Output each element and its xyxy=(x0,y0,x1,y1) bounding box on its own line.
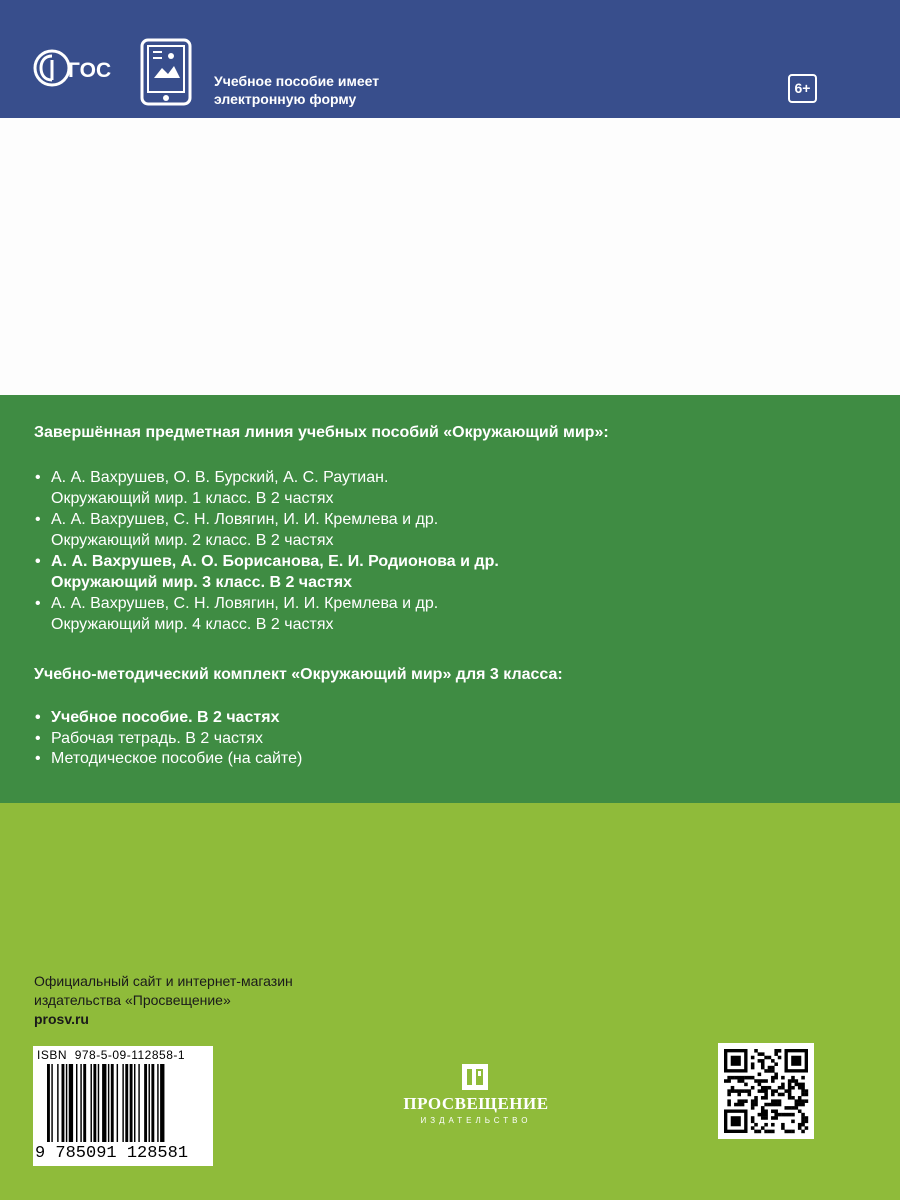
blank-area xyxy=(0,118,900,395)
kit-item-label: • Методическое пособие (на сайте) xyxy=(51,750,303,767)
series-heading: Завершённая предметная линия учебных пособий «Окружающий мир»: xyxy=(34,424,609,441)
eform-line-2: электронную форму xyxy=(214,91,357,107)
kit-item-label: • Рабочая тетрадь. В 2 частях xyxy=(51,729,263,747)
fgos-logo-icon xyxy=(32,46,112,90)
publisher-name: ПРОСВЕЩЕНИЕ xyxy=(403,1094,549,1113)
website-line-2: издательства «Просвещение» xyxy=(34,992,231,1008)
publisher-logo xyxy=(386,1062,566,1138)
list-item xyxy=(34,729,302,750)
fgos-logo-text: ГОС xyxy=(68,59,112,82)
list-item-authors: • А. А. Вахрушев, О. В. Бурский, А. С. Раутиан. xyxy=(51,469,389,486)
eform-line-1: Учебное пособие имеет xyxy=(214,73,380,89)
website-info xyxy=(34,972,293,1029)
list-item-authors: • А. А. Вахрушев, С. Н. Ловягин, И. И. Кремлева и др. xyxy=(51,511,439,528)
barcode-digits: 9 785091 128581 xyxy=(35,1144,189,1163)
isbn-number: 978-5-09-112858-1 xyxy=(74,1048,186,1062)
list-item-title: Окружающий мир. 2 класс. В 2 частях xyxy=(51,531,334,549)
electronic-form-note xyxy=(214,72,379,108)
barcode-bars-icon xyxy=(47,1064,207,1144)
list-item-title: Окружающий мир. 4 класс. В 2 частях xyxy=(51,615,334,633)
kit-item-label: • Учебное пособие. В 2 частях xyxy=(51,709,280,726)
isbn-barcode xyxy=(33,1046,213,1166)
publisher-emblem-icon xyxy=(386,1062,566,1094)
qr-code-icon[interactable] xyxy=(718,1043,814,1139)
list-item-authors: • А. А. Вахрушев, А. О. Борисанова, Е. И. Родионова и др. xyxy=(51,553,499,570)
kit-heading: Учебно-методический комплект «Окружающий мир» для 3 класса: xyxy=(34,666,563,683)
kit-list xyxy=(34,708,302,770)
top-band xyxy=(0,0,900,118)
publisher-subtitle: ИЗДАТЕЛЬСТВО xyxy=(420,1116,532,1125)
list-item-title: Окружающий мир. 1 класс. В 2 частях xyxy=(51,489,334,507)
list-item xyxy=(34,749,302,770)
website-url-link[interactable]: prosv.ru xyxy=(34,1011,89,1027)
list-item xyxy=(34,594,499,635)
website-line-1: Официальный сайт и интернет-магазин xyxy=(34,973,293,989)
list-item-authors: • А. А. Вахрушев, С. Н. Ловягин, И. И. Кремлева и др. xyxy=(51,595,439,612)
list-item xyxy=(34,552,499,593)
list-item xyxy=(34,510,499,551)
list-item xyxy=(34,708,302,729)
age-rating-badge: 6+ xyxy=(788,74,817,103)
tablet-icon xyxy=(140,38,192,106)
list-item xyxy=(34,468,499,509)
isbn-prefix: ISBN xyxy=(37,1048,68,1062)
series-list xyxy=(34,468,499,635)
isbn-label xyxy=(37,1048,185,1062)
list-item-title: Окружающий мир. 3 класс. В 2 частях xyxy=(51,573,352,591)
